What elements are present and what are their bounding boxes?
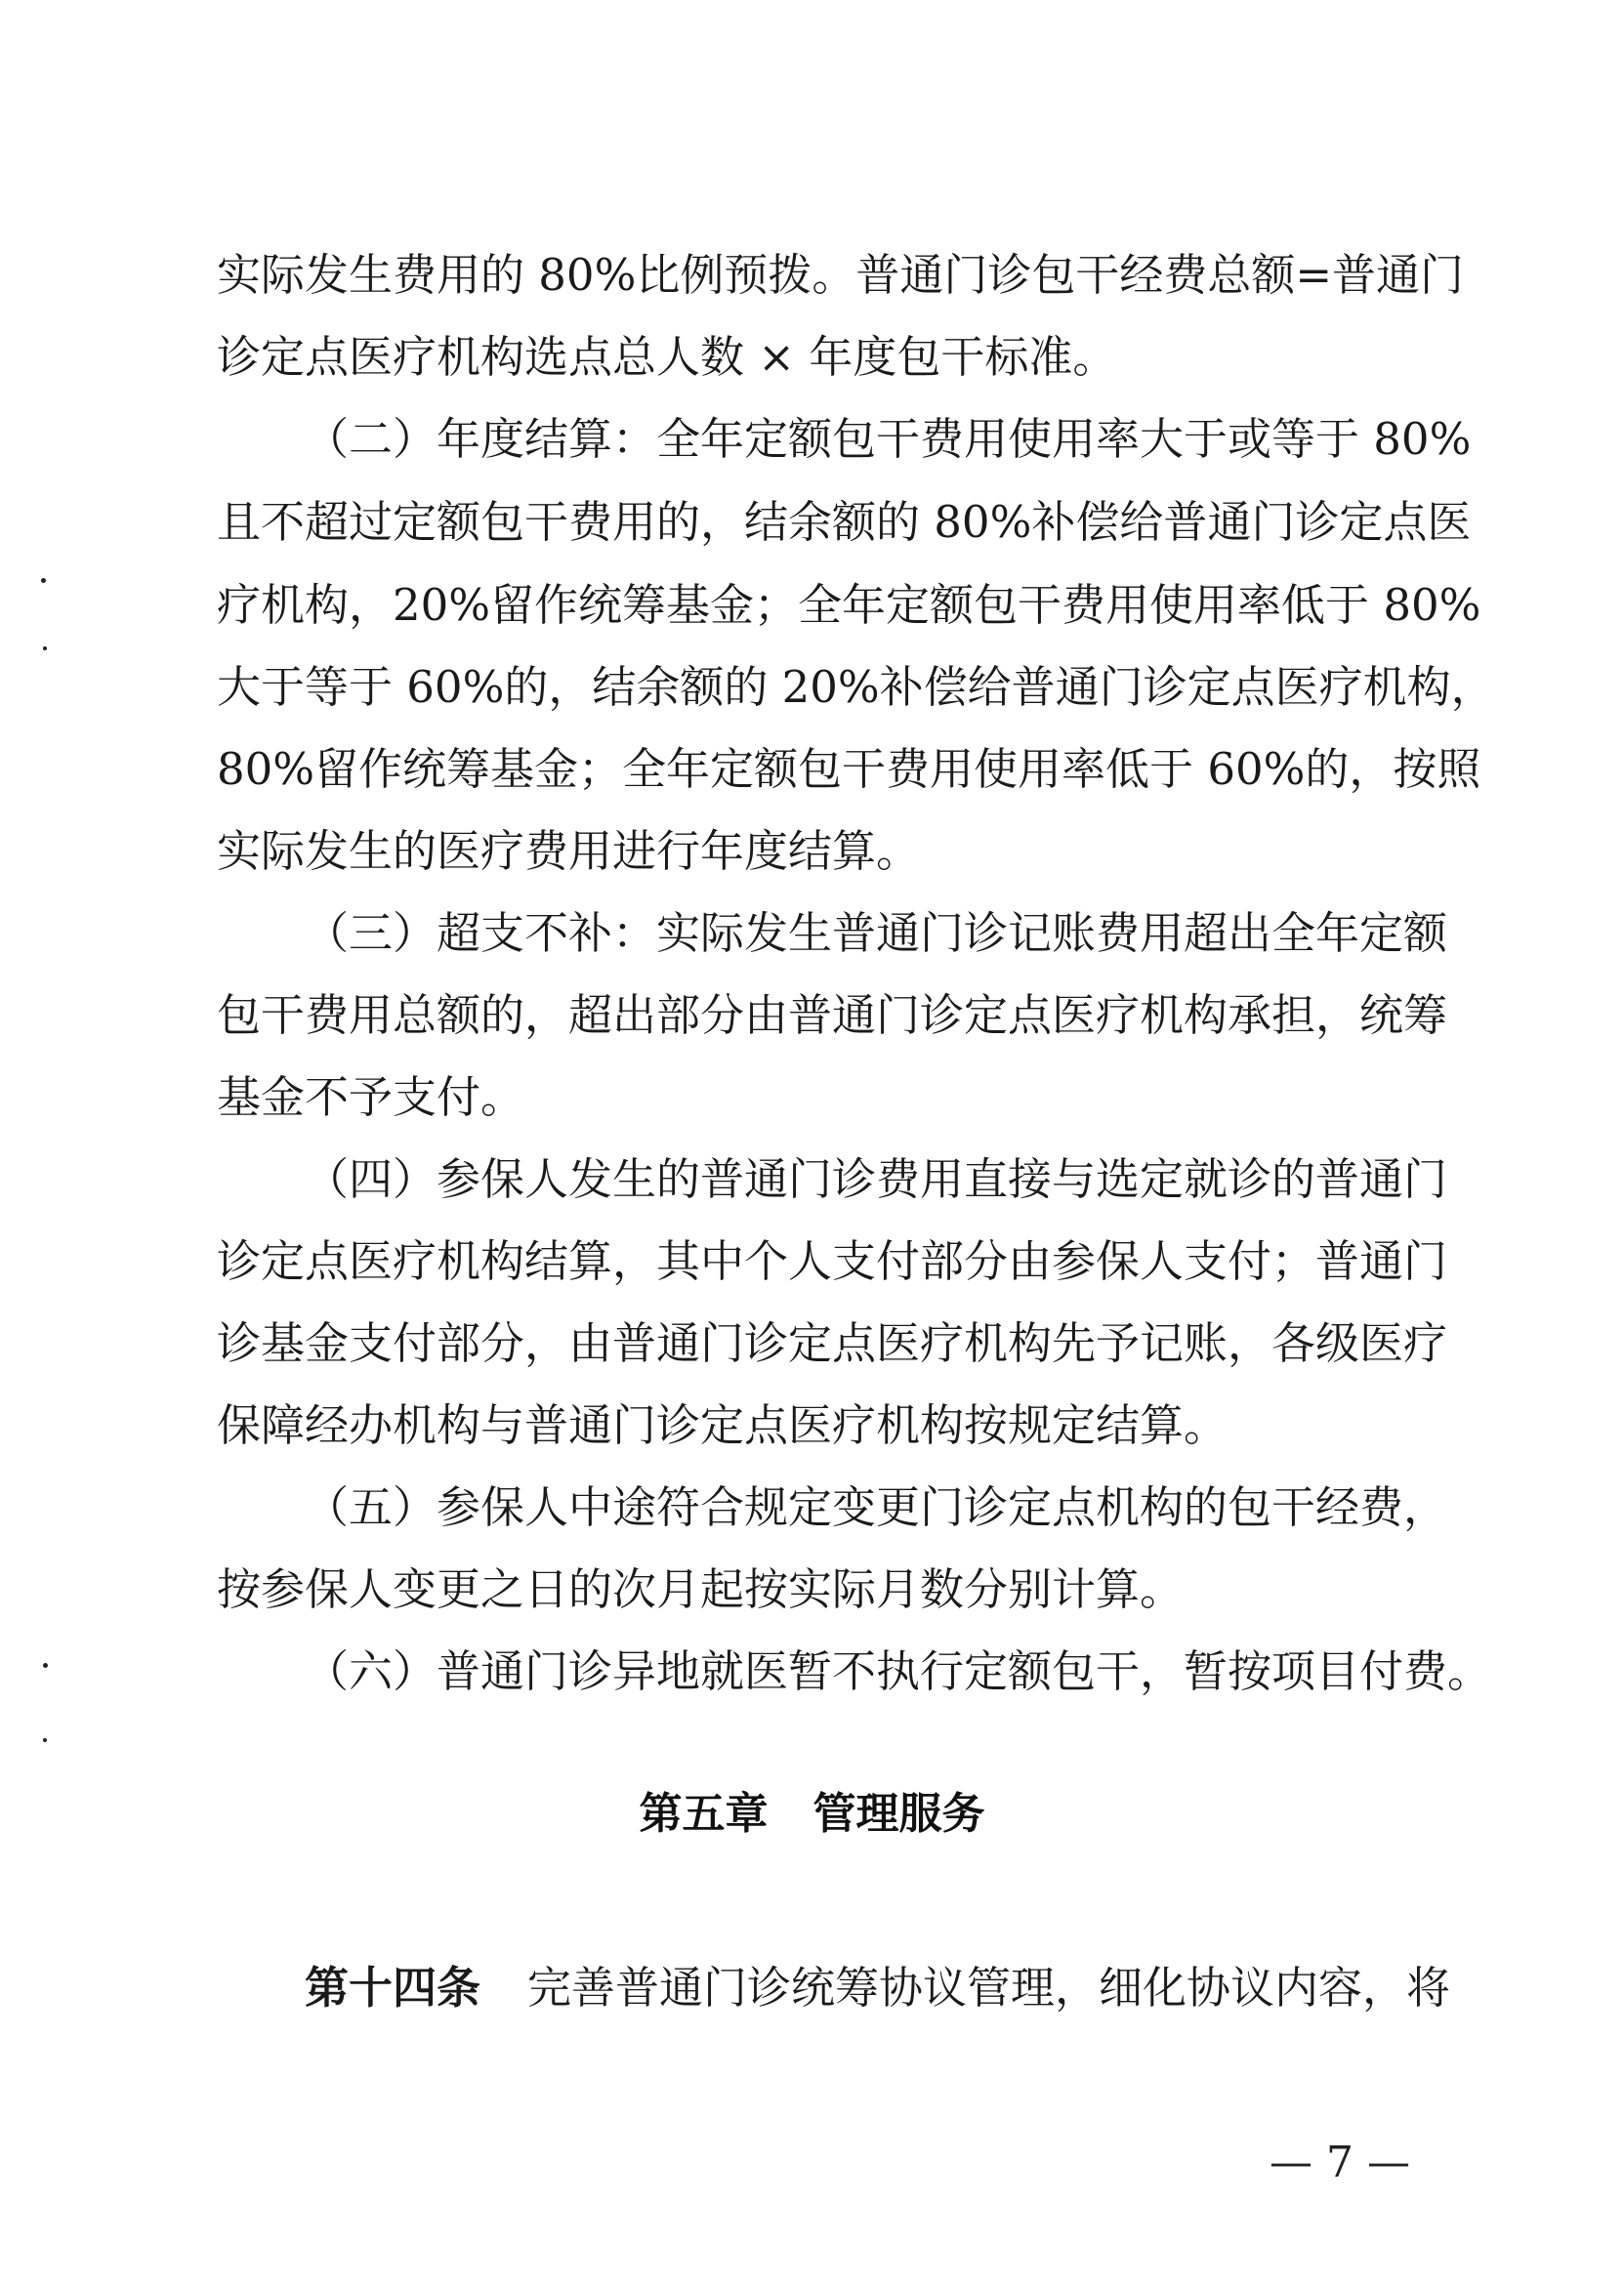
- margin-dot-mark: [41, 578, 46, 583]
- body-line: 包干费用总额的，超出部分由普通门诊定点医疗机构承担，统筹: [217, 989, 1448, 1041]
- margin-dot-mark: [43, 646, 47, 650]
- body-line: 疗机构，20%留作统筹基金；全年定额包干费用使用率低于 80%: [217, 579, 1481, 631]
- body-line: 基金不予支付。: [217, 1071, 525, 1123]
- chapter-title: 管理服务: [812, 1789, 985, 1839]
- chapter-number: 第五章: [639, 1789, 769, 1839]
- body-line: （五）参保人中途符合规定变更门诊定点机构的包干经费，: [305, 1481, 1448, 1533]
- article-label: 第十四条: [305, 1962, 481, 2014]
- article-line: [305, 1959, 1451, 2017]
- article-text: 完善普通门诊统筹协议管理，细化协议内容，将: [527, 1962, 1451, 2014]
- chapter-heading: [0, 1785, 1624, 1844]
- body-line: 80%留作统筹基金；全年定额包干费用使用率低于 60%的，按照: [217, 743, 1481, 795]
- body-line: 诊定点医疗机构结算，其中个人支付部分由参保人支付；普通门: [217, 1235, 1448, 1287]
- margin-dot-mark: [43, 1663, 48, 1668]
- body-line: （二）年度结算：全年定额包干费用使用率大于或等于 80%: [305, 413, 1472, 465]
- body-line: 按参保人变更之日的次月起按实际月数分别计算。: [217, 1563, 1185, 1615]
- body-line: 实际发生费用的 80%比例预拨。普通门诊包干经费总额=普通门: [217, 249, 1465, 301]
- body-line: 诊基金支付部分，由普通门诊定点医疗机构先予记账，各级医疗: [217, 1317, 1448, 1369]
- body-line: 保障经办机构与普通门诊定点医疗机构按规定结算。: [217, 1399, 1228, 1451]
- body-line: 诊定点医疗机构选点总人数 × 年度包干标准。: [217, 331, 1117, 383]
- margin-dot-mark: [43, 1738, 47, 1742]
- body-line: 实际发生的医疗费用进行年度结算。: [217, 825, 921, 877]
- body-line: 大于等于 60%的，结余额的 20%补偿给普通门诊定点医疗机构，: [217, 661, 1495, 713]
- body-line: （六）普通门诊异地就医暂不执行定额包干，暂按项目付费。: [305, 1645, 1492, 1697]
- page-number: — 7 —: [1270, 2138, 1410, 2187]
- body-line: 且不超过定额包干费用的，结余额的 80%补偿给普通门诊定点医: [217, 496, 1472, 548]
- body-line: （四）参保人发生的普通门诊费用直接与选定就诊的普通门: [305, 1153, 1448, 1205]
- body-line: （三）超支不补：实际发生普通门诊记账费用超出全年定额: [305, 907, 1448, 959]
